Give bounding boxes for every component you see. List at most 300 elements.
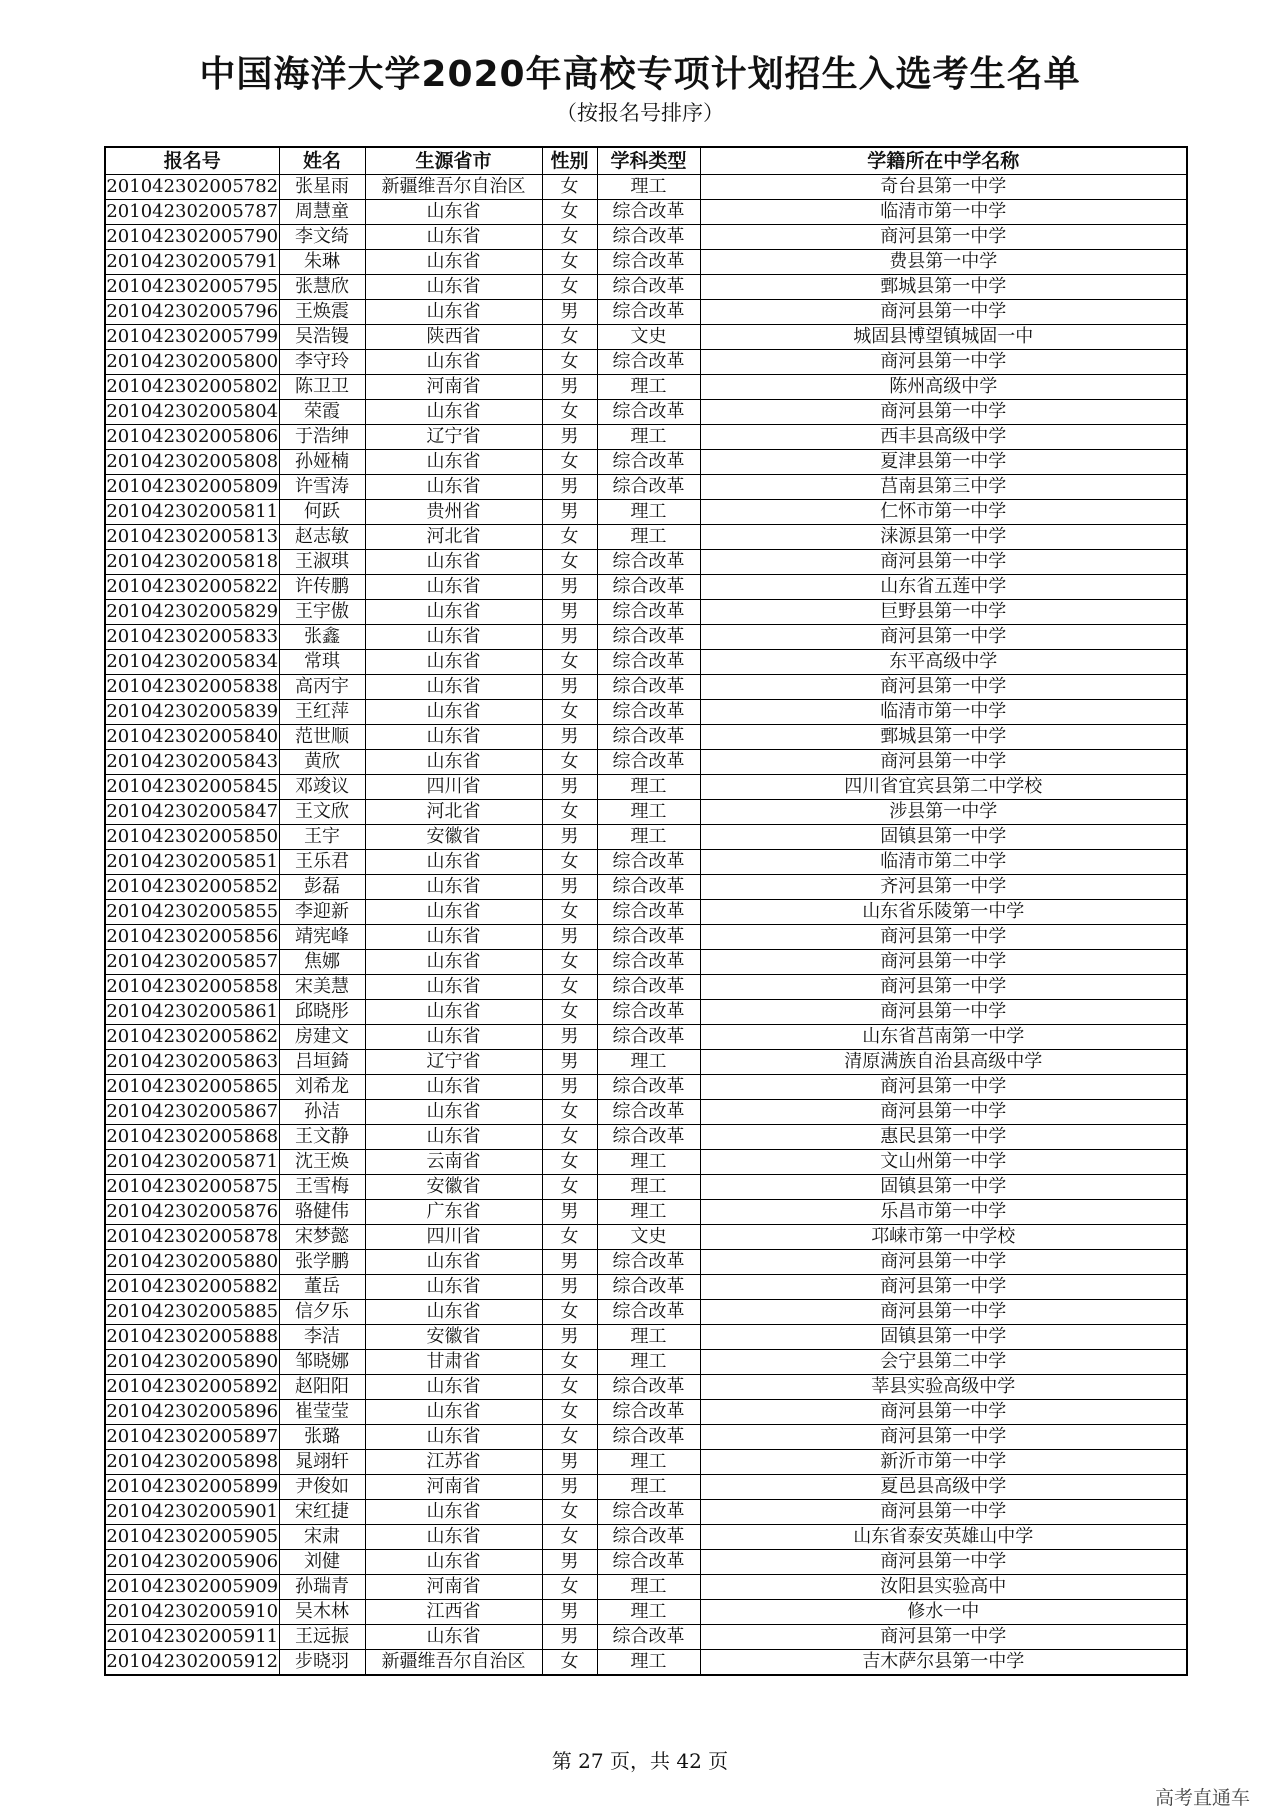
cell-reg-no: 201042302005875 [105,1175,279,1200]
cell-school: 商河县第一中学 [700,1300,1187,1325]
cell-school: 商河县第一中学 [700,750,1187,775]
cell-name: 宋梦懿 [279,1225,365,1250]
table-header-row [105,147,1187,175]
table-row [105,550,1187,575]
cell-name: 邓竣议 [279,775,365,800]
cell-name: 陈卫卫 [279,375,365,400]
cell-reg-no: 201042302005802 [105,375,279,400]
cell-school: 吉木萨尔县第一中学 [700,1650,1187,1676]
cell-name: 宋美慧 [279,975,365,1000]
cell-name: 崔莹莹 [279,1400,365,1425]
cell-subject-type: 综合改革 [597,700,700,725]
cell-name: 张慧欣 [279,275,365,300]
cell-province: 四川省 [365,775,542,800]
cell-name: 尹俊如 [279,1475,365,1500]
cell-school: 山东省五莲中学 [700,575,1187,600]
cell-reg-no: 201042302005876 [105,1200,279,1225]
cell-gender: 女 [542,1125,597,1150]
cell-school: 商河县第一中学 [700,1000,1187,1025]
cell-gender: 女 [542,350,597,375]
cell-name: 张璐 [279,1425,365,1450]
cell-province: 山东省 [365,975,542,1000]
cell-school: 涞源县第一中学 [700,525,1187,550]
cell-name: 骆健伟 [279,1200,365,1225]
table-row [105,1275,1187,1300]
header-gender: 性别 [542,147,597,175]
table-row [105,925,1187,950]
cell-province: 山东省 [365,650,542,675]
cell-gender: 男 [542,1600,597,1625]
cell-subject-type: 理工 [597,825,700,850]
cell-gender: 男 [542,775,597,800]
cell-gender: 女 [542,700,597,725]
cell-gender: 男 [542,1625,597,1650]
cell-subject-type: 综合改革 [597,725,700,750]
cell-province: 山东省 [365,300,542,325]
cell-subject-type: 理工 [597,1150,700,1175]
cell-gender: 女 [542,1100,597,1125]
table-row [105,450,1187,475]
cell-reg-no: 201042302005808 [105,450,279,475]
cell-subject-type: 综合改革 [597,750,700,775]
cell-school: 山东省泰安英雄山中学 [700,1525,1187,1550]
table-row [105,500,1187,525]
cell-reg-no: 201042302005888 [105,1325,279,1350]
cell-school: 商河县第一中学 [700,625,1187,650]
cell-province: 山东省 [365,950,542,975]
cell-school: 费县第一中学 [700,250,1187,275]
cell-province: 山东省 [365,1250,542,1275]
cell-subject-type: 综合改革 [597,1025,700,1050]
table-row [105,1200,1187,1225]
cell-subject-type: 综合改革 [597,1125,700,1150]
cell-name: 吴木林 [279,1600,365,1625]
cell-name: 宋红捷 [279,1500,365,1525]
cell-gender: 女 [542,450,597,475]
cell-province: 四川省 [365,1225,542,1250]
header-province: 生源省市 [365,147,542,175]
table-row [105,1225,1187,1250]
cell-reg-no: 201042302005818 [105,550,279,575]
cell-subject-type: 综合改革 [597,350,700,375]
cell-reg-no: 201042302005901 [105,1500,279,1525]
cell-school: 临清市第一中学 [700,200,1187,225]
cell-name: 董岳 [279,1275,365,1300]
cell-name: 王乐君 [279,850,365,875]
cell-reg-no: 201042302005791 [105,250,279,275]
cell-school: 修水一中 [700,1600,1187,1625]
cell-name: 沈王焕 [279,1150,365,1175]
table-row [105,475,1187,500]
cell-gender: 男 [542,500,597,525]
cell-gender: 女 [542,400,597,425]
cell-school: 商河县第一中学 [700,1625,1187,1650]
cell-reg-no: 201042302005795 [105,275,279,300]
cell-gender: 女 [542,950,597,975]
cell-reg-no: 201042302005839 [105,700,279,725]
cell-school: 商河县第一中学 [700,1275,1187,1300]
cell-school: 巨野县第一中学 [700,600,1187,625]
cell-gender: 女 [542,1300,597,1325]
cell-province: 河北省 [365,800,542,825]
cell-reg-no: 201042302005912 [105,1650,279,1676]
cell-province: 山东省 [365,1025,542,1050]
cell-school: 清原满族自治县高级中学 [700,1050,1187,1075]
cell-name: 王宇 [279,825,365,850]
table-row [105,1525,1187,1550]
table-row [105,850,1187,875]
cell-subject-type: 综合改革 [597,1425,700,1450]
table-row [105,1575,1187,1600]
cell-name: 许传鹏 [279,575,365,600]
cell-gender: 女 [542,200,597,225]
table-row [105,675,1187,700]
cell-name: 李洁 [279,1325,365,1350]
cell-province: 新疆维吾尔自治区 [365,175,542,200]
cell-school: 商河县第一中学 [700,950,1187,975]
cell-reg-no: 201042302005882 [105,1275,279,1300]
cell-name: 晁翊轩 [279,1450,365,1475]
cell-gender: 男 [542,825,597,850]
cell-reg-no: 201042302005829 [105,600,279,625]
cell-reg-no: 201042302005790 [105,225,279,250]
cell-subject-type: 综合改革 [597,925,700,950]
cell-subject-type: 综合改革 [597,650,700,675]
cell-subject-type: 理工 [597,525,700,550]
cell-gender: 男 [542,675,597,700]
cell-province: 河南省 [365,1475,542,1500]
cell-subject-type: 文史 [597,325,700,350]
cell-name: 房建文 [279,1025,365,1050]
table-row [105,800,1187,825]
cell-province: 江西省 [365,1600,542,1625]
cell-name: 张星雨 [279,175,365,200]
cell-reg-no: 201042302005865 [105,1075,279,1100]
table-row [105,1500,1187,1525]
cell-subject-type: 理工 [597,1450,700,1475]
table-row [105,1475,1187,1500]
cell-school: 邛崃市第一中学校 [700,1225,1187,1250]
cell-name: 王雪梅 [279,1175,365,1200]
cell-reg-no: 201042302005834 [105,650,279,675]
cell-reg-no: 201042302005862 [105,1025,279,1050]
cell-gender: 男 [542,1025,597,1050]
cell-subject-type: 综合改革 [597,900,700,925]
cell-name: 吴浩镘 [279,325,365,350]
table-row [105,1375,1187,1400]
cell-reg-no: 201042302005800 [105,350,279,375]
cell-gender: 女 [542,975,597,1000]
cell-subject-type: 理工 [597,800,700,825]
cell-name: 张鑫 [279,625,365,650]
cell-province: 甘肃省 [365,1350,542,1375]
cell-reg-no: 201042302005833 [105,625,279,650]
cell-school: 鄄城县第一中学 [700,725,1187,750]
cell-province: 山东省 [365,625,542,650]
cell-gender: 女 [542,650,597,675]
cell-province: 山东省 [365,550,542,575]
cell-school: 城固县博望镇城固一中 [700,325,1187,350]
cell-subject-type: 综合改革 [597,600,700,625]
cell-province: 山东省 [365,575,542,600]
cell-gender: 女 [542,550,597,575]
cell-province: 山东省 [365,350,542,375]
cell-province: 山东省 [365,275,542,300]
cell-subject-type: 综合改革 [597,975,700,1000]
cell-reg-no: 201042302005896 [105,1400,279,1425]
page-subtitle: （按报名号排序） [556,101,724,125]
cell-name: 何跃 [279,500,365,525]
cell-school: 商河县第一中学 [700,1100,1187,1125]
cell-name: 李文绮 [279,225,365,250]
cell-school: 莒南县第三中学 [700,475,1187,500]
cell-school: 商河县第一中学 [700,1250,1187,1275]
table-row [105,625,1187,650]
cell-subject-type: 综合改革 [597,550,700,575]
cell-name: 彭磊 [279,875,365,900]
cell-name: 宋肃 [279,1525,365,1550]
table-row [105,525,1187,550]
table-row [105,225,1187,250]
cell-name: 孙瑞青 [279,1575,365,1600]
cell-subject-type: 综合改革 [597,1525,700,1550]
cell-province: 山东省 [365,850,542,875]
table-row [105,1025,1187,1050]
cell-gender: 女 [542,1375,597,1400]
cell-subject-type: 综合改革 [597,675,700,700]
cell-school: 东平高级中学 [700,650,1187,675]
cell-name: 信夕乐 [279,1300,365,1325]
cell-name: 于浩绅 [279,425,365,450]
cell-name: 王文欣 [279,800,365,825]
cell-name: 许雪涛 [279,475,365,500]
cell-gender: 女 [542,750,597,775]
cell-reg-no: 201042302005782 [105,175,279,200]
cell-school: 齐河县第一中学 [700,875,1187,900]
cell-gender: 男 [542,575,597,600]
table-row [105,1325,1187,1350]
cell-province: 山东省 [365,1075,542,1100]
cell-reg-no: 201042302005796 [105,300,279,325]
cell-gender: 男 [542,425,597,450]
cell-reg-no: 201042302005799 [105,325,279,350]
cell-reg-no: 201042302005845 [105,775,279,800]
cell-province: 山东省 [365,1000,542,1025]
cell-school: 商河县第一中学 [700,400,1187,425]
cell-gender: 男 [542,875,597,900]
cell-school: 商河县第一中学 [700,350,1187,375]
cell-name: 荣霞 [279,400,365,425]
table-row [105,1625,1187,1650]
cell-reg-no: 201042302005898 [105,1450,279,1475]
page-title: 中国海洋大学2020年高校专项计划招生入选考生名单 [199,54,1081,95]
table-row [105,200,1187,225]
cell-school: 西丰县高级中学 [700,425,1187,450]
cell-subject-type: 理工 [597,1050,700,1075]
cell-school: 商河县第一中学 [700,925,1187,950]
cell-reg-no: 201042302005905 [105,1525,279,1550]
cell-subject-type: 综合改革 [597,850,700,875]
cell-reg-no: 201042302005850 [105,825,279,850]
cell-province: 山东省 [365,1375,542,1400]
cell-name: 朱琳 [279,250,365,275]
cell-province: 新疆维吾尔自治区 [365,1650,542,1676]
cell-gender: 女 [542,1000,597,1025]
table-row [105,300,1187,325]
cell-reg-no: 201042302005906 [105,1550,279,1575]
table-row [105,600,1187,625]
cell-name: 赵志敏 [279,525,365,550]
cell-subject-type: 理工 [597,1575,700,1600]
cell-subject-type: 综合改革 [597,1500,700,1525]
cell-school: 夏邑县高级中学 [700,1475,1187,1500]
cell-school: 商河县第一中学 [700,550,1187,575]
cell-province: 山东省 [365,700,542,725]
cell-reg-no: 201042302005858 [105,975,279,1000]
cell-gender: 男 [542,925,597,950]
table-row [105,725,1187,750]
cell-name: 李守玲 [279,350,365,375]
cell-reg-no: 201042302005863 [105,1050,279,1075]
cell-gender: 男 [542,600,597,625]
cell-province: 山东省 [365,1400,542,1425]
cell-reg-no: 201042302005880 [105,1250,279,1275]
cell-reg-no: 201042302005910 [105,1600,279,1625]
header-reg-no: 报名号 [105,147,279,175]
cell-name: 赵阳阳 [279,1375,365,1400]
cell-gender: 女 [542,900,597,925]
cell-name: 王焕震 [279,300,365,325]
cell-name: 孙洁 [279,1100,365,1125]
cell-subject-type: 综合改革 [597,1375,700,1400]
cell-province: 山东省 [365,750,542,775]
cell-province: 广东省 [365,1200,542,1225]
cell-subject-type: 综合改革 [597,1075,700,1100]
cell-subject-type: 理工 [597,775,700,800]
cell-subject-type: 综合改革 [597,225,700,250]
cell-reg-no: 201042302005856 [105,925,279,950]
cell-gender: 男 [542,375,597,400]
cell-gender: 男 [542,1200,597,1225]
cell-gender: 男 [542,300,597,325]
cell-gender: 男 [542,1075,597,1100]
table-row [105,1600,1187,1625]
cell-subject-type: 综合改革 [597,475,700,500]
cell-subject-type: 理工 [597,175,700,200]
cell-gender: 女 [542,1525,597,1550]
cell-school: 山东省乐陵第一中学 [700,900,1187,925]
cell-gender: 男 [542,1450,597,1475]
cell-school: 汝阳县实验高中 [700,1575,1187,1600]
cell-gender: 男 [542,1550,597,1575]
table-row [105,250,1187,275]
cell-gender: 男 [542,1275,597,1300]
cell-gender: 男 [542,725,597,750]
cell-name: 王文静 [279,1125,365,1150]
cell-school: 鄄城县第一中学 [700,275,1187,300]
cell-name: 王远振 [279,1625,365,1650]
cell-school: 临清市第二中学 [700,850,1187,875]
cell-name: 步晓羽 [279,1650,365,1676]
cell-province: 辽宁省 [365,1050,542,1075]
table-row [105,1125,1187,1150]
table-row [105,275,1187,300]
cell-gender: 女 [542,325,597,350]
cell-province: 山东省 [365,200,542,225]
cell-reg-no: 201042302005857 [105,950,279,975]
cell-subject-type: 综合改革 [597,1400,700,1425]
cell-gender: 女 [542,1425,597,1450]
cell-school: 商河县第一中学 [700,1400,1187,1425]
cell-gender: 女 [542,275,597,300]
page-footer: 第 27 页，共 42 页 [551,1749,729,1773]
table-row [105,375,1187,400]
cell-reg-no: 201042302005822 [105,575,279,600]
cell-reg-no: 201042302005855 [105,900,279,925]
cell-school: 会宁县第二中学 [700,1350,1187,1375]
table-row [105,700,1187,725]
cell-province: 山东省 [365,1525,542,1550]
cell-province: 山东省 [365,225,542,250]
table-row [105,1075,1187,1100]
cell-province: 山东省 [365,1625,542,1650]
cell-school: 文山州第一中学 [700,1150,1187,1175]
cell-name: 范世顺 [279,725,365,750]
table-row [105,1000,1187,1025]
cell-reg-no: 201042302005899 [105,1475,279,1500]
cell-subject-type: 综合改革 [597,575,700,600]
cell-gender: 男 [542,475,597,500]
cell-name: 邹晓娜 [279,1350,365,1375]
cell-name: 刘健 [279,1550,365,1575]
cell-reg-no: 201042302005806 [105,425,279,450]
cell-school: 乐昌市第一中学 [700,1200,1187,1225]
cell-subject-type: 综合改革 [597,200,700,225]
table-row [105,650,1187,675]
cell-province: 山东省 [365,725,542,750]
cell-gender: 女 [542,1650,597,1676]
table-row [105,1050,1187,1075]
cell-reg-no: 201042302005813 [105,525,279,550]
cell-province: 安徽省 [365,1325,542,1350]
cell-gender: 男 [542,1050,597,1075]
cell-name: 吕垣錡 [279,1050,365,1075]
cell-province: 云南省 [365,1150,542,1175]
cell-school: 四川省宜宾县第二中学校 [700,775,1187,800]
cell-school: 商河县第一中学 [700,1550,1187,1575]
cell-province: 山东省 [365,1125,542,1150]
cell-gender: 女 [542,250,597,275]
cell-school: 商河县第一中学 [700,675,1187,700]
cell-subject-type: 理工 [597,1350,700,1375]
cell-gender: 男 [542,1325,597,1350]
cell-name: 王淑琪 [279,550,365,575]
cell-school: 商河县第一中学 [700,225,1187,250]
cell-name: 周慧童 [279,200,365,225]
cell-name: 焦娜 [279,950,365,975]
cell-school: 新沂市第一中学 [700,1450,1187,1475]
cell-province: 江苏省 [365,1450,542,1475]
table-row [105,1400,1187,1425]
cell-province: 山东省 [365,875,542,900]
cell-name: 王宇傲 [279,600,365,625]
cell-subject-type: 综合改革 [597,875,700,900]
cell-subject-type: 综合改革 [597,1275,700,1300]
cell-subject-type: 综合改革 [597,300,700,325]
cell-subject-type: 综合改革 [597,1550,700,1575]
cell-reg-no: 201042302005843 [105,750,279,775]
table-row [105,575,1187,600]
